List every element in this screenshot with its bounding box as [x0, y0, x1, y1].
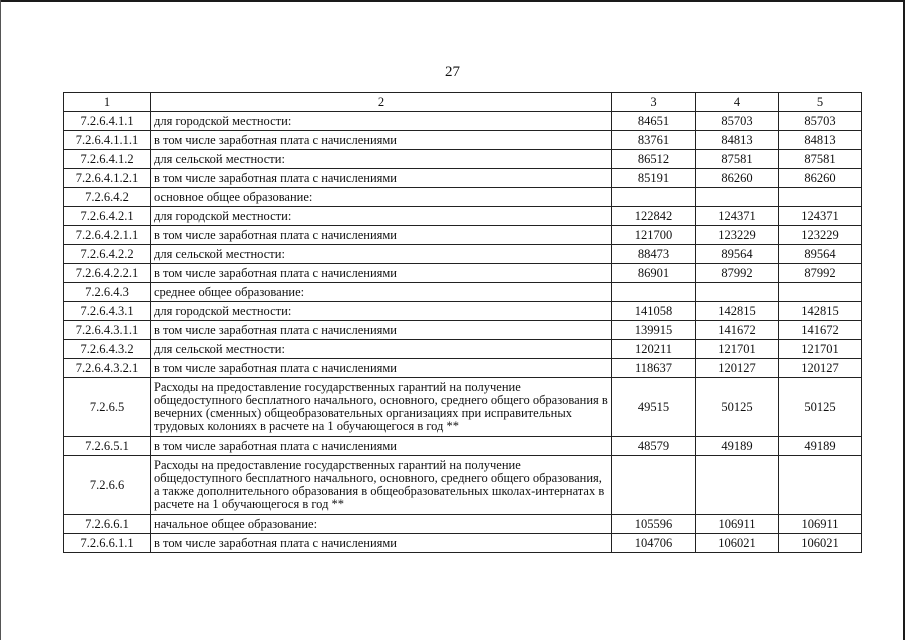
row-value-col5: 124371 [779, 207, 862, 226]
table-row [64, 188, 862, 207]
row-code-cell: 7.2.6.4.2.1 [64, 207, 151, 226]
row-code-cell: 7.2.6.4.2.2 [64, 245, 151, 264]
row-description-cell: в том числе заработная плата с начислениями [151, 437, 612, 456]
row-value-col3: 86512 [612, 150, 696, 169]
table-row [64, 112, 862, 131]
row-value-col4: 85703 [696, 112, 779, 131]
row-value-col3 [612, 456, 696, 515]
table-row [64, 515, 862, 534]
row-value-col5: 84813 [779, 131, 862, 150]
row-value-col4: 120127 [696, 359, 779, 378]
row-value-col4: 84813 [696, 131, 779, 150]
row-value-col5: 87581 [779, 150, 862, 169]
row-code-cell: 7.2.6.4.3 [64, 283, 151, 302]
table-row [64, 245, 862, 264]
column-header: 3 [612, 93, 696, 112]
row-value-col3: 141058 [612, 302, 696, 321]
row-value-col4: 86260 [696, 169, 779, 188]
row-description-cell: для городской местности: [151, 207, 612, 226]
row-description-cell: начальное общее образование: [151, 515, 612, 534]
table-row [64, 340, 862, 359]
row-code-cell: 7.2.6.4.3.2 [64, 340, 151, 359]
table-row [64, 378, 862, 437]
row-code-cell: 7.2.6.4.2.2.1 [64, 264, 151, 283]
row-code-cell: 7.2.6.4.1.2 [64, 150, 151, 169]
row-value-col5: 85703 [779, 112, 862, 131]
row-value-col5: 123229 [779, 226, 862, 245]
row-description-cell: среднее общее образование: [151, 283, 612, 302]
row-value-col3: 104706 [612, 534, 696, 553]
row-code-cell: 7.2.6.6 [64, 456, 151, 515]
row-description-cell: в том числе заработная плата с начислениями [151, 169, 612, 188]
table-row [64, 359, 862, 378]
page-number: 27 [445, 64, 460, 80]
row-value-col5 [779, 456, 862, 515]
row-value-col5: 106021 [779, 534, 862, 553]
row-value-col5: 142815 [779, 302, 862, 321]
row-value-col4: 50125 [696, 378, 779, 437]
row-code-cell: 7.2.6.5 [64, 378, 151, 437]
row-code-cell: 7.2.6.4.3.1.1 [64, 321, 151, 340]
row-value-col4: 106911 [696, 515, 779, 534]
row-value-col3: 105596 [612, 515, 696, 534]
table-row [64, 226, 862, 245]
column-header: 5 [779, 93, 862, 112]
row-value-col3 [612, 188, 696, 207]
row-value-col3: 88473 [612, 245, 696, 264]
row-value-col3: 122842 [612, 207, 696, 226]
row-value-col4: 124371 [696, 207, 779, 226]
table-row [64, 456, 862, 515]
row-description-cell: в том числе заработная плата с начислениями [151, 226, 612, 245]
row-value-col5: 50125 [779, 378, 862, 437]
table-row [64, 534, 862, 553]
row-value-col3: 118637 [612, 359, 696, 378]
row-value-col4: 87992 [696, 264, 779, 283]
row-value-col4 [696, 456, 779, 515]
table-row [64, 131, 862, 150]
row-code-cell: 7.2.6.4.1.1.1 [64, 131, 151, 150]
row-description-cell: в том числе заработная плата с начислениями [151, 534, 612, 553]
row-value-col5 [779, 283, 862, 302]
row-value-col5: 120127 [779, 359, 862, 378]
column-header: 1 [64, 93, 151, 112]
table-row [64, 283, 862, 302]
row-description-cell: для сельской местности: [151, 245, 612, 264]
row-value-col5: 141672 [779, 321, 862, 340]
row-value-col5: 49189 [779, 437, 862, 456]
row-value-col3 [612, 283, 696, 302]
row-code-cell: 7.2.6.4.2.1.1 [64, 226, 151, 245]
row-value-col4 [696, 188, 779, 207]
row-value-col5 [779, 188, 862, 207]
row-description-cell: для городской местности: [151, 302, 612, 321]
page-edge [0, 0, 1, 640]
row-value-col3: 84651 [612, 112, 696, 131]
row-value-col4: 49189 [696, 437, 779, 456]
row-code-cell: 7.2.6.4.3.1 [64, 302, 151, 321]
row-value-col3: 121700 [612, 226, 696, 245]
table-row [64, 207, 862, 226]
row-value-col4: 141672 [696, 321, 779, 340]
table-row [64, 437, 862, 456]
row-description-cell: для городской местности: [151, 112, 612, 131]
row-value-col3: 120211 [612, 340, 696, 359]
table-row [64, 264, 862, 283]
row-code-cell: 7.2.6.6.1 [64, 515, 151, 534]
row-description-cell: основное общее образование: [151, 188, 612, 207]
row-value-col4: 142815 [696, 302, 779, 321]
row-value-col3: 86901 [612, 264, 696, 283]
table-row [64, 150, 862, 169]
row-description-cell: Расходы на предоставление государственных гарантий на получение общедоступного бесплатного начального, основного, среднего общего образования в вечерних (сменных) общеобразовательных организациях при исправительных трудовых колониях в расчете на 1 обучающегося в год ** [151, 378, 612, 437]
row-value-col5: 89564 [779, 245, 862, 264]
budget-table [63, 92, 862, 553]
row-code-cell: 7.2.6.4.3.2.1 [64, 359, 151, 378]
row-code-cell: 7.2.6.4.1.2.1 [64, 169, 151, 188]
row-value-col5: 121701 [779, 340, 862, 359]
row-value-col3: 83761 [612, 131, 696, 150]
row-description-cell: в том числе заработная плата с начислениями [151, 264, 612, 283]
row-code-cell: 7.2.6.6.1.1 [64, 534, 151, 553]
row-description-cell: для сельской местности: [151, 150, 612, 169]
row-value-col3: 49515 [612, 378, 696, 437]
row-value-col4: 89564 [696, 245, 779, 264]
row-code-cell: 7.2.6.4.1.1 [64, 112, 151, 131]
row-code-cell: 7.2.6.5.1 [64, 437, 151, 456]
row-value-col4 [696, 283, 779, 302]
row-value-col4: 106021 [696, 534, 779, 553]
row-value-col5: 87992 [779, 264, 862, 283]
table-row [64, 302, 862, 321]
row-value-col4: 121701 [696, 340, 779, 359]
page-edge [0, 0, 905, 2]
row-description-cell: для сельской местности: [151, 340, 612, 359]
row-code-cell: 7.2.6.4.2 [64, 188, 151, 207]
row-value-col3: 48579 [612, 437, 696, 456]
row-value-col4: 123229 [696, 226, 779, 245]
table-row [64, 321, 862, 340]
column-header: 4 [696, 93, 779, 112]
row-description-cell: в том числе заработная плата с начислениями [151, 321, 612, 340]
row-value-col5: 106911 [779, 515, 862, 534]
column-header: 2 [151, 93, 612, 112]
row-description-cell: в том числе заработная плата с начислениями [151, 131, 612, 150]
row-value-col3: 139915 [612, 321, 696, 340]
table-row [64, 169, 862, 188]
table-header-row [64, 93, 862, 112]
row-value-col5: 86260 [779, 169, 862, 188]
row-description-cell: в том числе заработная плата с начислениями [151, 359, 612, 378]
row-value-col3: 85191 [612, 169, 696, 188]
row-value-col4: 87581 [696, 150, 779, 169]
row-description-cell: Расходы на предоставление государственных гарантий на получение общедоступного бесплатного начального, основного, среднего общего образования, а также дополнительного образования в общеобразовательных школах-интернатах в расчете на 1 обучающегося в год ** [151, 456, 612, 515]
